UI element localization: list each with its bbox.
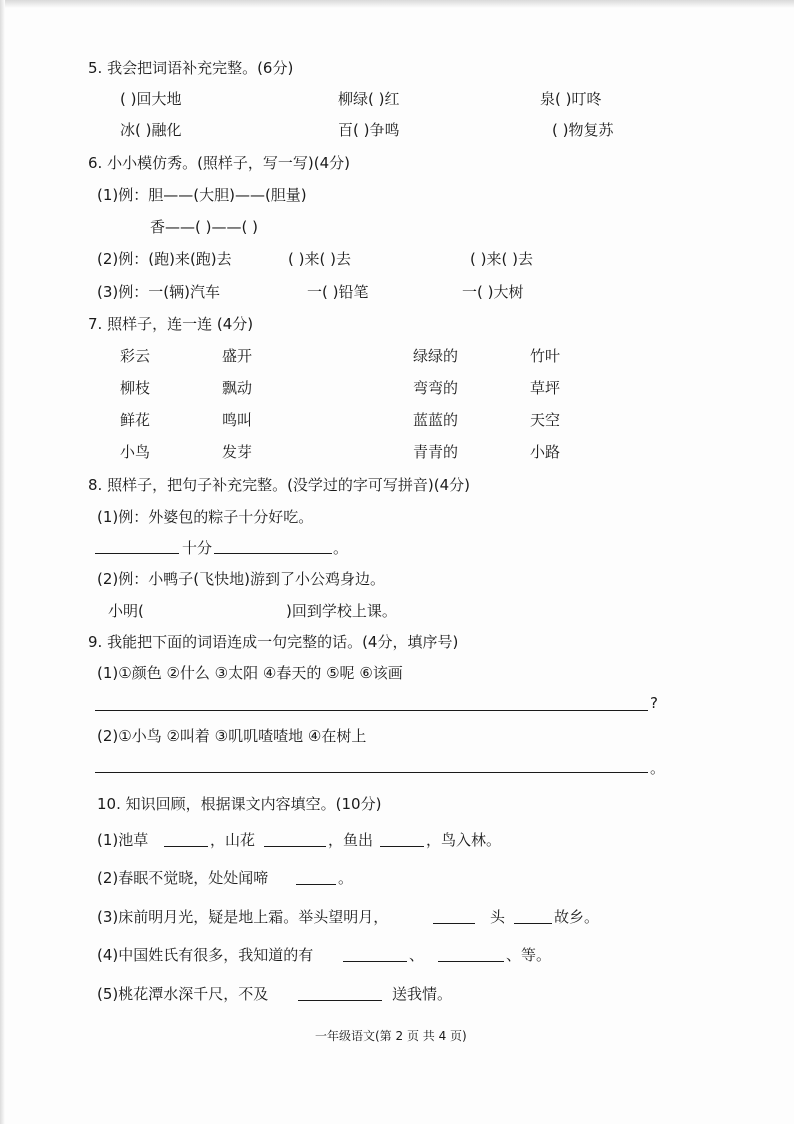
q7-col4-item: 小路 <box>530 443 561 461</box>
q10-l3-blank2[interactable] <box>514 923 552 924</box>
q6-title: 6. 小小模仿秀。(照样子，写一写)(4分) <box>88 154 351 172</box>
page-footer: 一年级语文(第 2 页 共 4 页) <box>315 1029 467 1043</box>
q9-item1-end: ? <box>650 694 658 712</box>
q10-l1-c: ，鱼出 <box>328 831 374 849</box>
q10-l1-b: ，山花 <box>210 831 256 849</box>
q8-fill2-end: )回到学校上课。 <box>286 602 397 620</box>
q7-col1-item: 彩云 <box>120 347 151 365</box>
q5-r2-item2: 百( )争鸣 <box>338 121 400 139</box>
q8-blank1[interactable] <box>95 553 179 554</box>
q7-col2-item: 发芽 <box>222 443 253 461</box>
q6-fill3b: 一( )大树 <box>462 283 524 301</box>
q10-l5-blank[interactable] <box>298 1000 382 1001</box>
q10-l4-a: (4)中国姓氏有很多，我知道的有 <box>97 946 314 964</box>
q7-col4-item: 草坪 <box>530 379 561 397</box>
q10-l1-blank1[interactable] <box>164 846 208 847</box>
q8-blank2[interactable] <box>214 553 332 554</box>
q9-answer-line2[interactable] <box>95 772 648 773</box>
q8-title: 8. 照样子，把句子补充完整。(没学过的字可写拼音)(4分) <box>88 476 471 494</box>
q7-col2-item: 鸣叫 <box>222 411 253 429</box>
q7-col4-item: 天空 <box>530 411 561 429</box>
scan-edge-top <box>0 0 794 8</box>
q6-fill3a: 一( )铅笔 <box>307 283 369 301</box>
q9-item2: (2)①小鸟 ②叫着 ③叽叽喳喳地 ④在树上 <box>97 727 367 745</box>
q5-r1-item2: 柳绿( )红 <box>338 90 400 108</box>
q8-fill1-mid: 十分 <box>182 539 213 557</box>
q6-fill2b: ( )来( )去 <box>470 250 533 268</box>
q10-l3-c: 故乡。 <box>554 908 600 926</box>
q10-l4-b: 、 <box>409 946 425 964</box>
q10-l1-blank2[interactable] <box>264 846 326 847</box>
q8-example1: (1)例：外婆包的粽子十分好吃。 <box>97 508 314 526</box>
q10-l2-a: (2)春眠不觉晓，处处闻啼 <box>97 869 269 887</box>
q7-col3-item: 绿绿的 <box>413 347 459 365</box>
q7-col2-item: 盛开 <box>222 347 253 365</box>
q5-r1-item1: ( )回大地 <box>120 90 182 108</box>
q5-title: 5. 我会把词语补充完整。(6分) <box>88 59 294 77</box>
q9-title: 9. 我能把下面的词语连成一句完整的话。(4分，填序号) <box>88 633 459 651</box>
q6-example2: (2)例：(跑)来(跑)去 <box>97 250 232 268</box>
q7-col1-item: 鲜花 <box>120 411 151 429</box>
q9-item1: (1)①颜色 ②什么 ③太阳 ④春天的 ⑤呢 ⑥该画 <box>97 664 403 682</box>
q7-col3-item: 青青的 <box>413 443 459 461</box>
q6-fill2a: ( )来( )去 <box>288 250 351 268</box>
q7-col3-item: 蓝蓝的 <box>413 411 459 429</box>
q10-l3-a: (3)床前明月光，疑是地上霜。举头望明月， <box>97 908 389 926</box>
q10-l5-a: (5)桃花潭水深千尺，不及 <box>97 985 269 1003</box>
q10-l2-b: 。 <box>338 869 354 887</box>
q6-fill1: 香——( )——( ) <box>150 218 258 236</box>
q5-r2-item1: 冰( )融化 <box>120 121 182 139</box>
q10-l5-b: 送我情。 <box>392 985 453 1003</box>
q7-col1-item: 柳枝 <box>120 379 151 397</box>
q10-l1-d: ，鸟入林。 <box>426 831 502 849</box>
q10-l4-blank1[interactable] <box>343 961 407 962</box>
q9-answer-line1[interactable] <box>95 710 648 711</box>
q7-col1-item: 小鸟 <box>120 443 151 461</box>
q7-col4-item: 竹叶 <box>530 347 561 365</box>
q10-l3-b: 头 <box>490 908 506 926</box>
q5-r2-item3: ( )物复苏 <box>552 121 614 139</box>
q8-example2: (2)例：小鸭子(飞快地)游到了小公鸡身边。 <box>97 570 385 588</box>
q9-item2-end: 。 <box>650 759 666 777</box>
q10-l4-c: 、等。 <box>506 946 552 964</box>
q6-example3: (3)例：一(辆)汽车 <box>97 283 220 301</box>
q7-col3-item: 弯弯的 <box>413 379 459 397</box>
q10-l1-blank3[interactable] <box>380 846 424 847</box>
q8-fill2-start: 小明( <box>108 602 144 620</box>
q7-title: 7. 照样子，连一连 (4分) <box>88 315 254 333</box>
scan-edge-left <box>0 0 5 1124</box>
q10-l4-blank2[interactable] <box>438 961 504 962</box>
q10-title: 10. 知识回顾，根据课文内容填空。(10分) <box>97 795 382 813</box>
q8-fill1-end: 。 <box>333 539 349 557</box>
q10-l2-blank[interactable] <box>296 884 336 885</box>
q6-example1: (1)例：胆——(大胆)——(胆量) <box>97 186 307 204</box>
q5-r1-item3: 泉( )叮咚 <box>540 90 602 108</box>
q7-col2-item: 飘动 <box>222 379 253 397</box>
q10-l3-blank1[interactable] <box>433 923 475 924</box>
q10-l1-a: (1)池草 <box>97 831 149 849</box>
